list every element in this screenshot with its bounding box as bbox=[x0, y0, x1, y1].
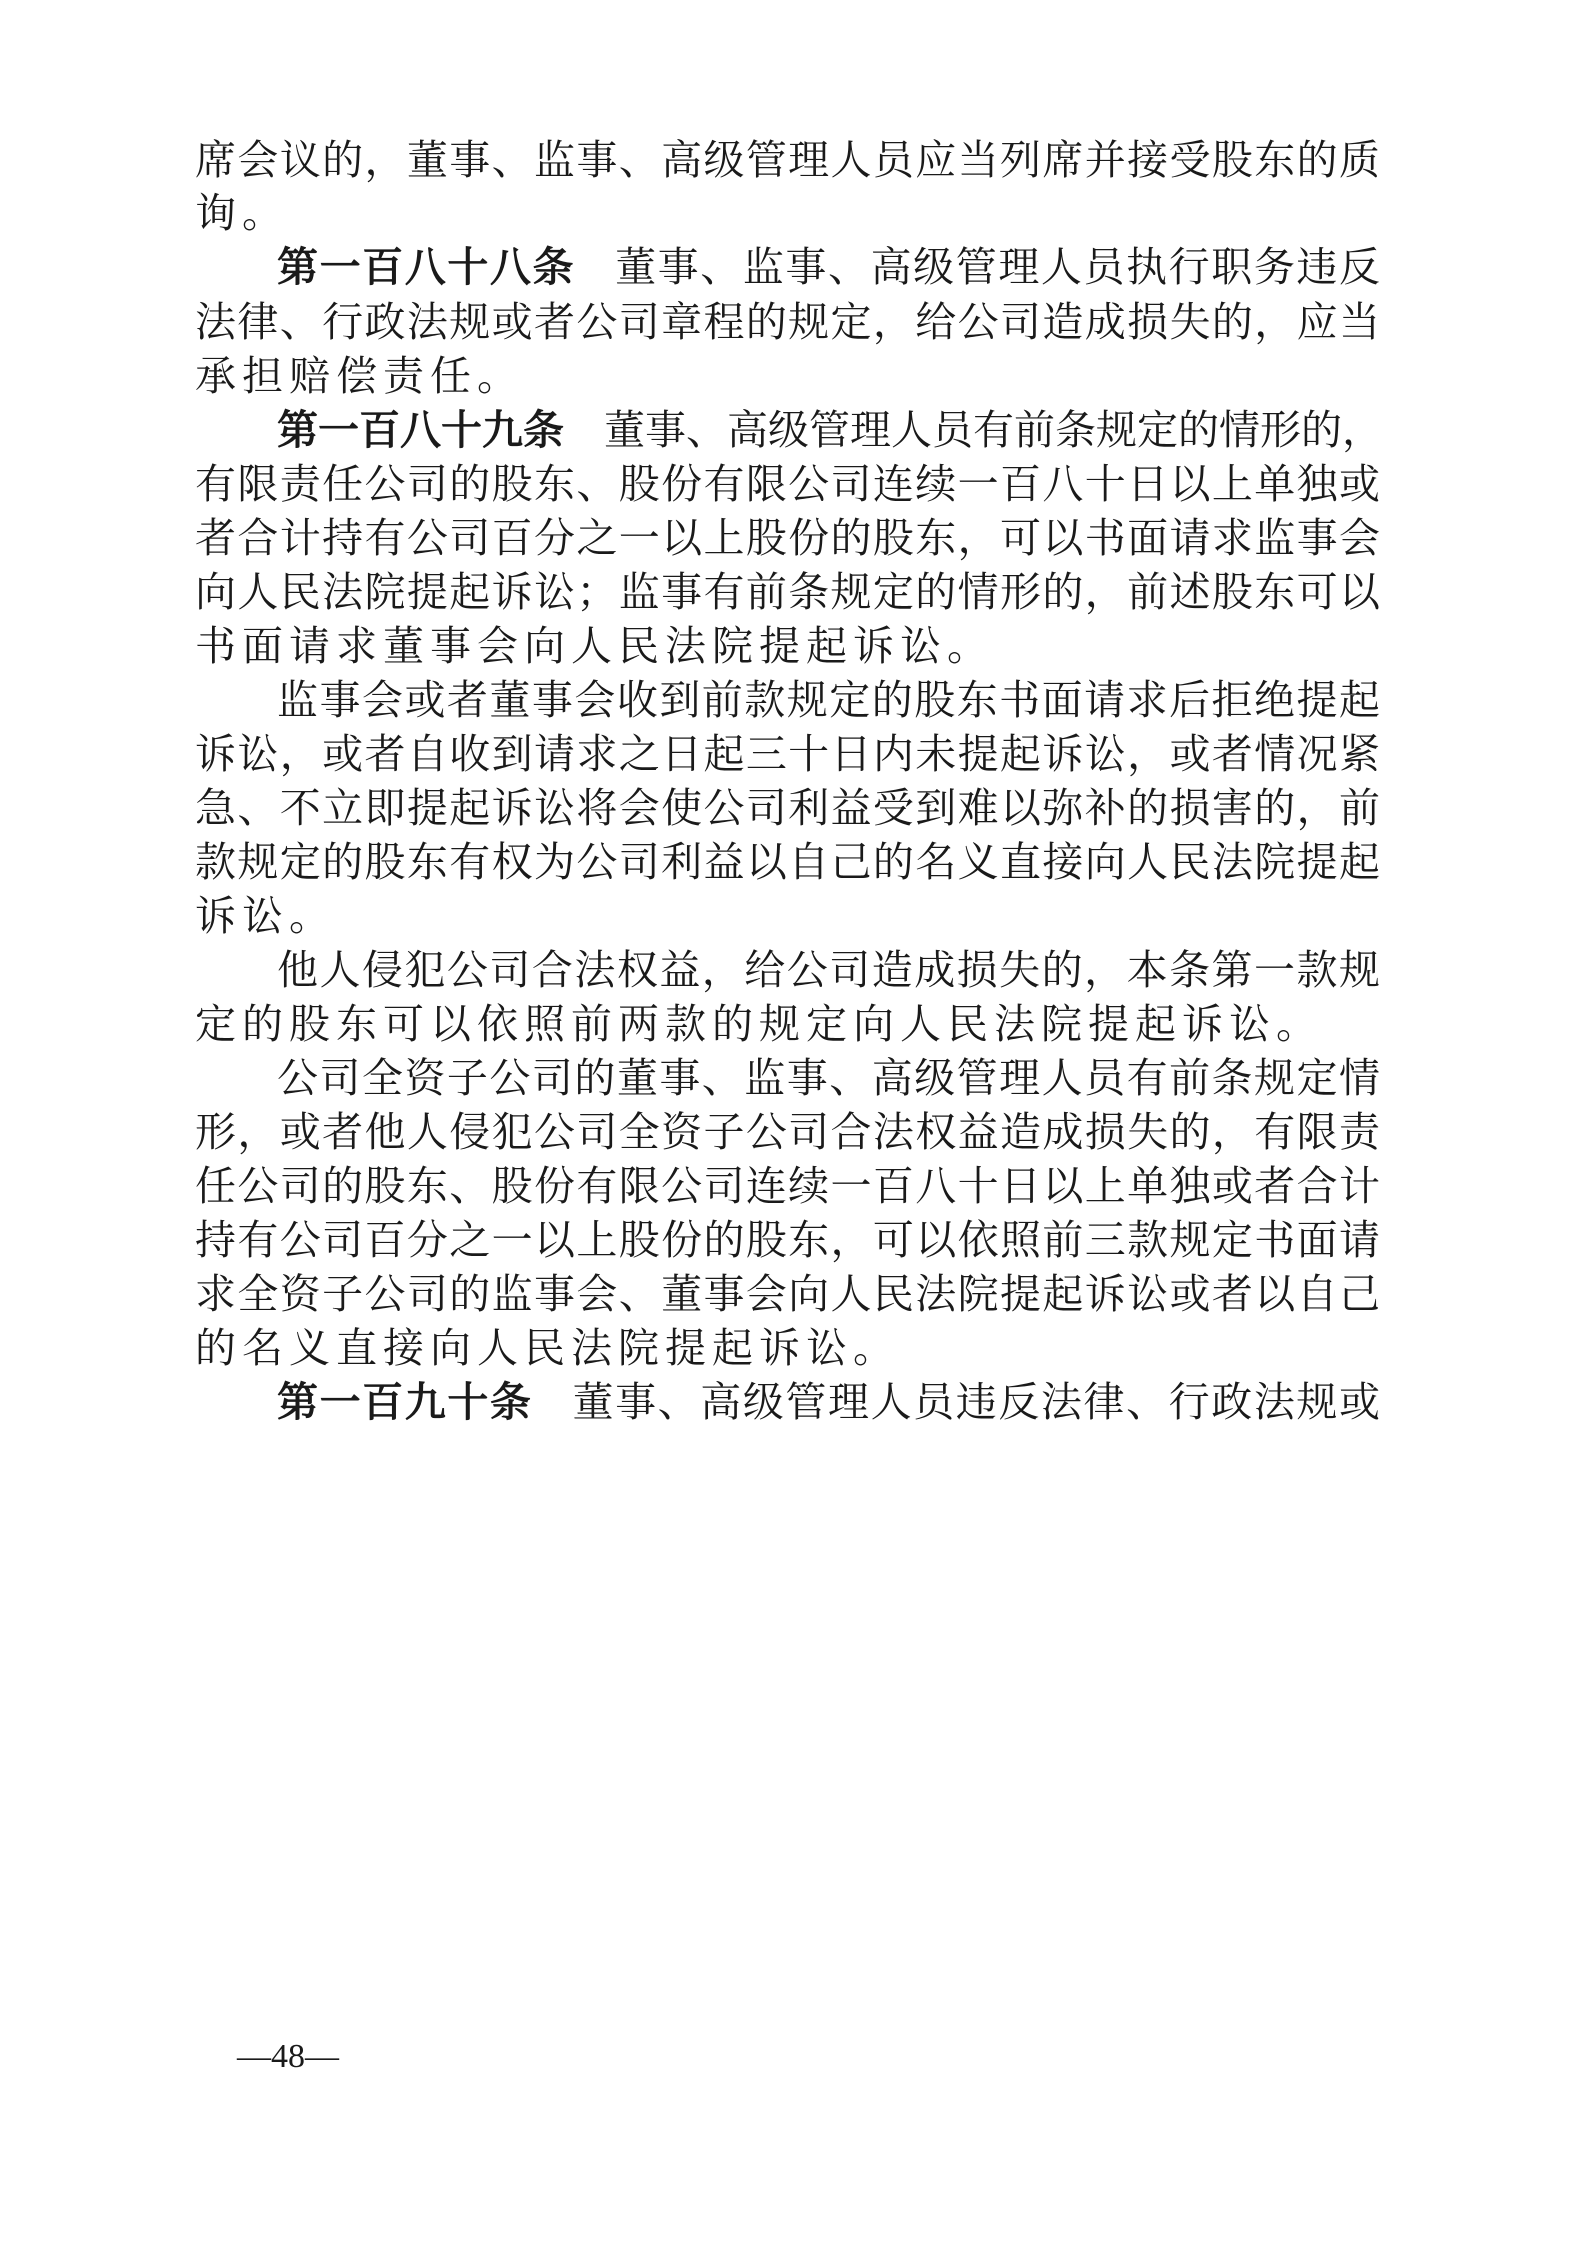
text-line: 席会议的，董事、监事、高级管理人员应当列席并接受股东的质 bbox=[195, 136, 1380, 184]
text-line: 诉讼。 bbox=[195, 892, 336, 940]
article-heading: 第一百八十九条 bbox=[277, 406, 564, 454]
text-line: 诉讼，或者自收到请求之日起三十日内未提起诉讼，或者情况紧 bbox=[195, 730, 1380, 778]
text-line: 款规定的股东有权为公司利益以自己的名义直接向人民法院提起 bbox=[195, 838, 1380, 886]
article-text: 董事、高级管理人员有前条规定的情形的， bbox=[604, 406, 1383, 454]
article-190-first-line bbox=[277, 1372, 1380, 1432]
paragraph-first-line: 他人侵犯公司合法权益，给公司造成损失的，本条第一款规 bbox=[277, 946, 1380, 994]
text-line: 的名义直接向人民法院提起诉讼。 bbox=[195, 1324, 900, 1372]
text-line: 急、不立即提起诉讼将会使公司利益受到难以弥补的损害的，前 bbox=[195, 784, 1380, 832]
paragraph-first-line: 监事会或者董事会收到前款规定的股东书面请求后拒绝提起 bbox=[277, 676, 1380, 724]
text-line: 书面请求董事会向人民法院提起诉讼。 bbox=[195, 622, 994, 670]
text-line: 求全资子公司的监事会、董事会向人民法院提起诉讼或者以自己 bbox=[195, 1270, 1380, 1318]
text-line: 者合计持有公司百分之一以上股份的股东，可以书面请求监事会 bbox=[195, 514, 1380, 562]
text-line: 持有公司百分之一以上股份的股东，可以依照前三款规定书面请 bbox=[195, 1216, 1380, 1264]
paragraph-first-line: 公司全资子公司的董事、监事、高级管理人员有前条规定情 bbox=[277, 1054, 1380, 1102]
text-line: 询。 bbox=[195, 189, 289, 237]
article-heading: 第一百八十八条 bbox=[277, 243, 576, 291]
text-line: 定的股东可以依照前两款的规定向人民法院提起诉讼。 bbox=[195, 1000, 1323, 1048]
article-text: 董事、高级管理人员违反法律、行政法规或 bbox=[572, 1378, 1380, 1426]
page-number: —48— bbox=[237, 2038, 339, 2075]
text-line: 有限责任公司的股东、股份有限公司连续一百八十日以上单独或 bbox=[195, 460, 1380, 508]
article-heading: 第一百九十条 bbox=[277, 1378, 533, 1426]
article-188-first-line bbox=[277, 237, 1380, 297]
article-189-first-line bbox=[277, 400, 1383, 460]
text-line: 向人民法院提起诉讼；监事有前条规定的情形的，前述股东可以 bbox=[195, 568, 1380, 616]
text-line: 任公司的股东、股份有限公司连续一百八十日以上单独或者合计 bbox=[195, 1162, 1380, 1210]
text-line: 形，或者他人侵犯公司全资子公司合法权益造成损失的，有限责 bbox=[195, 1108, 1380, 1156]
text-line: 法律、行政法规或者公司章程的规定，给公司造成损失的，应当 bbox=[195, 298, 1380, 346]
article-text: 董事、监事、高级管理人员执行职务违反 bbox=[615, 243, 1381, 291]
text-line: 承担赔偿责任。 bbox=[195, 352, 524, 400]
